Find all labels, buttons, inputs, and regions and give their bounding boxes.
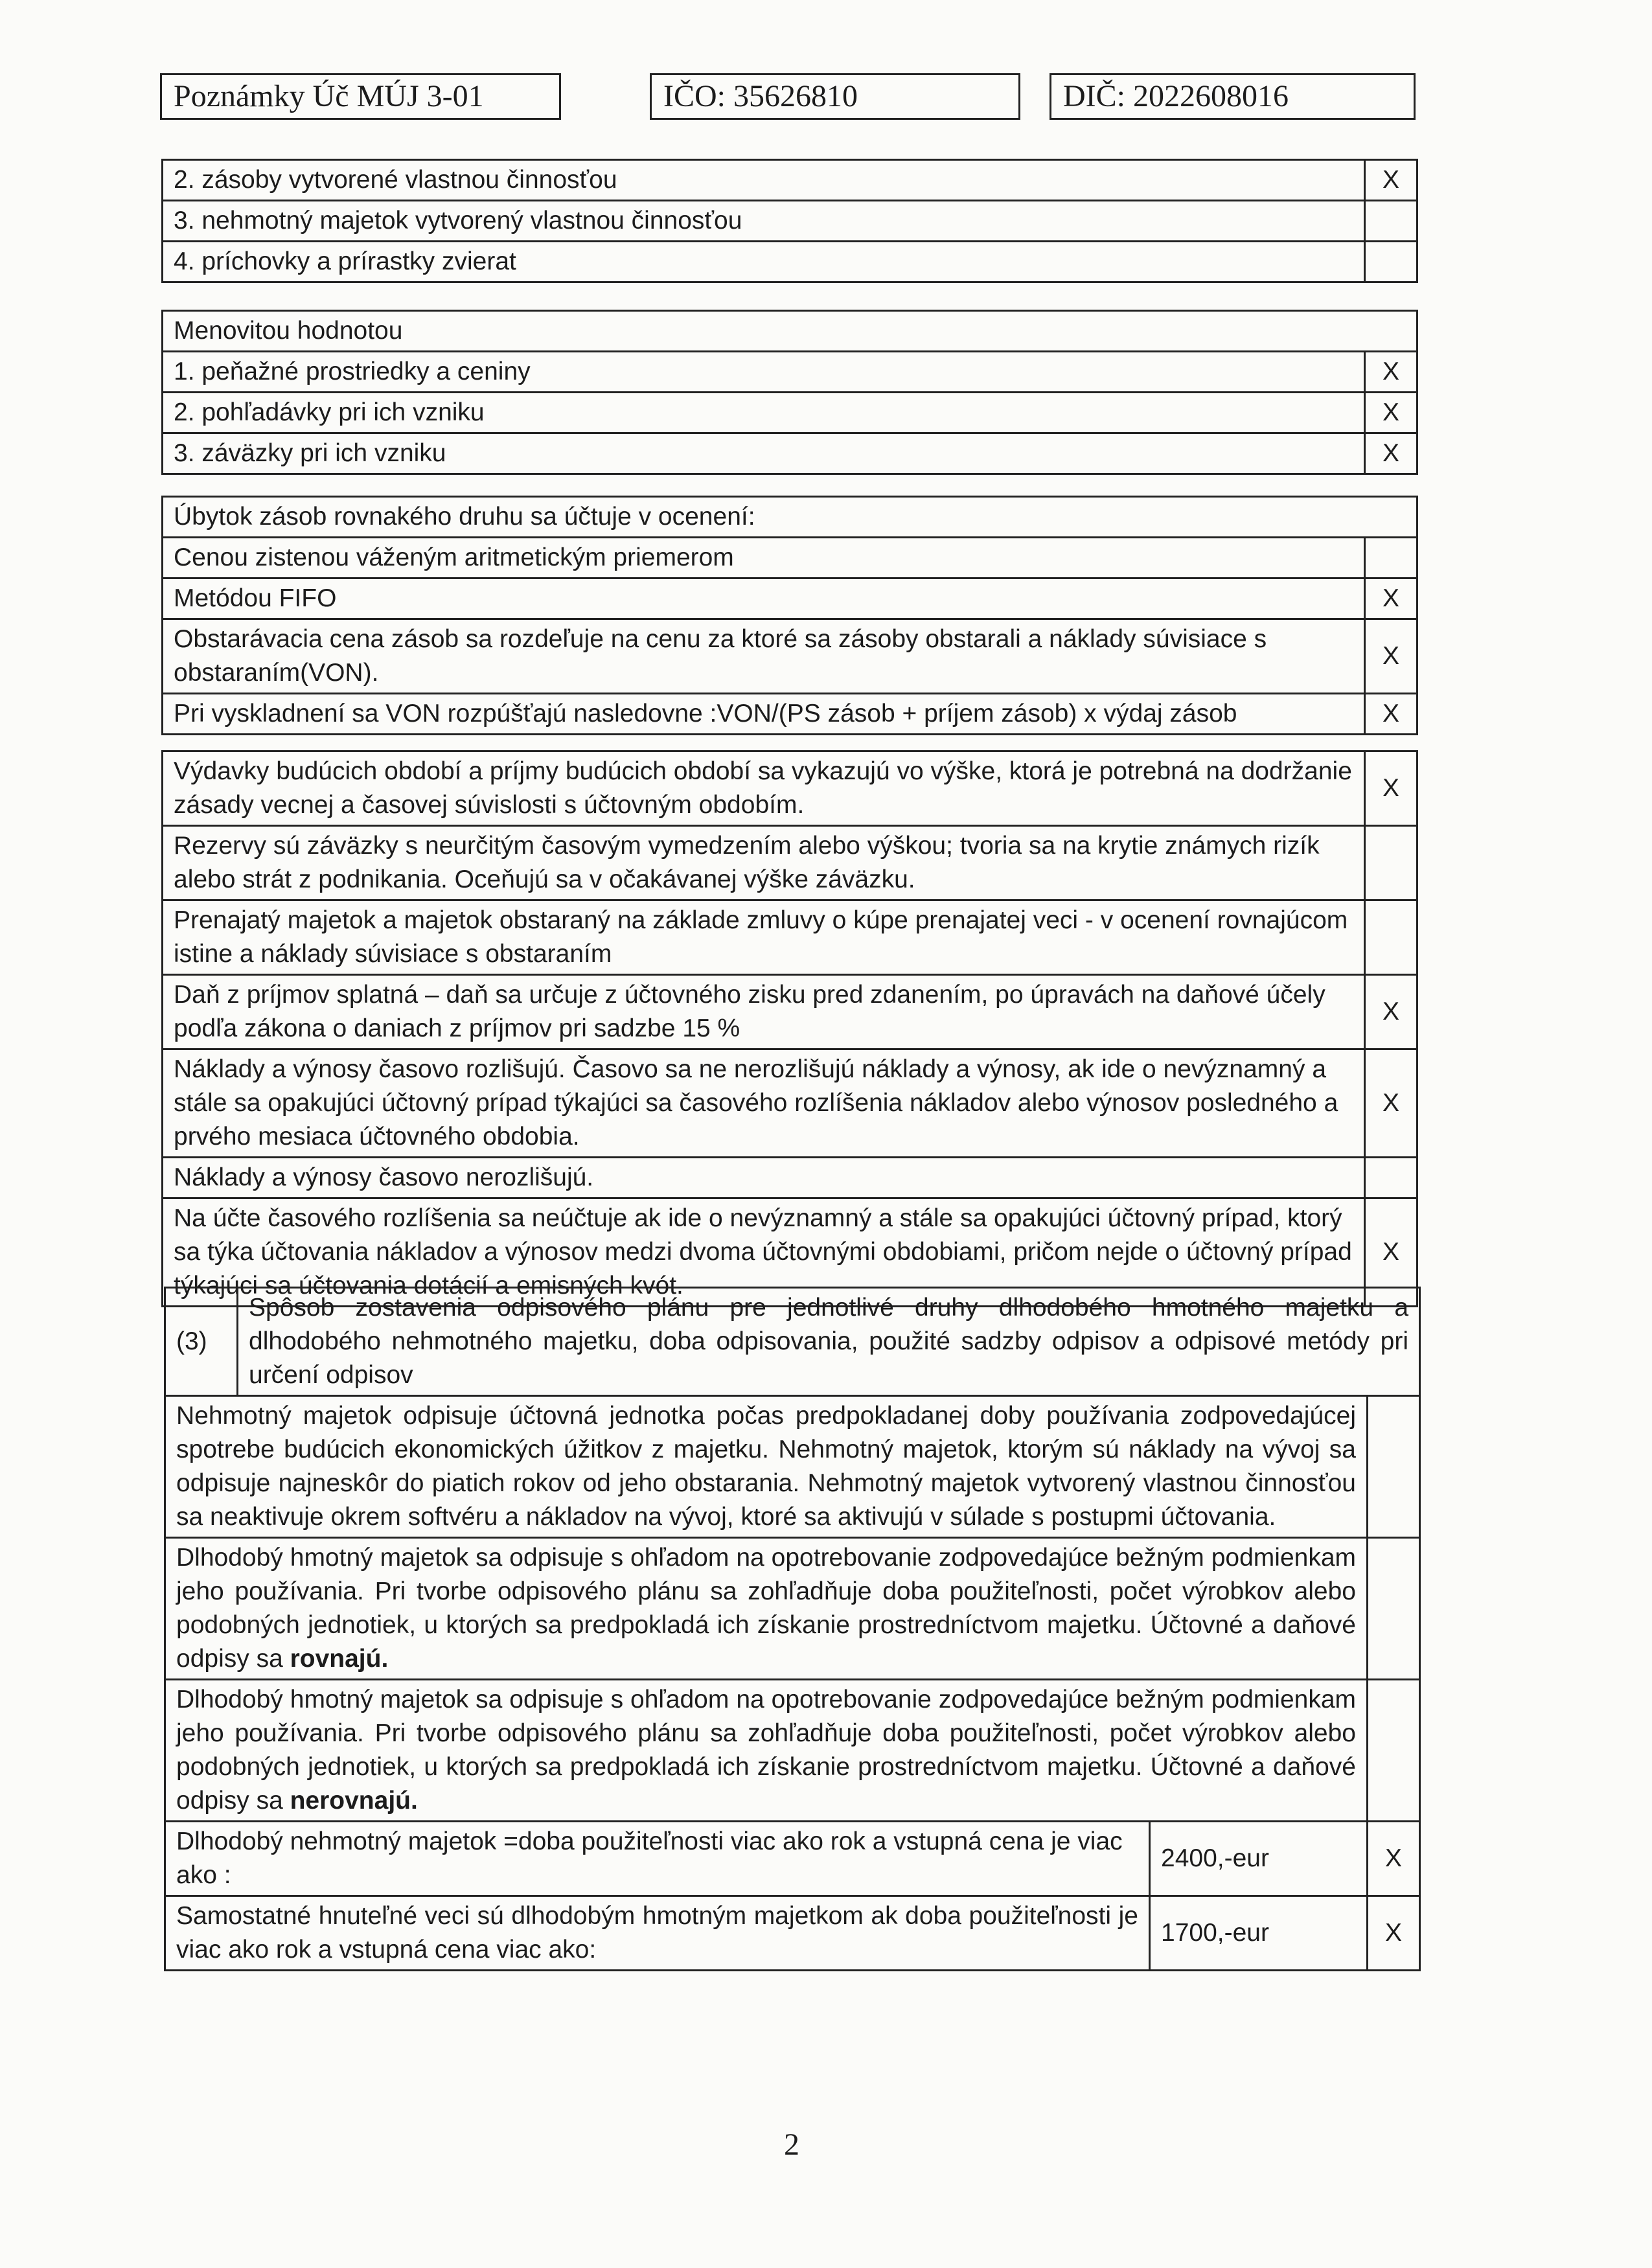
- row-text: 1. peňažné prostriedky a ceniny: [163, 352, 1365, 393]
- threshold-value: 1700,-eur: [1150, 1896, 1368, 1971]
- table-row: [163, 393, 1417, 433]
- checkbox-mark: X: [1365, 433, 1417, 474]
- accruals-provisions-table: [161, 750, 1418, 1307]
- table-row: [163, 433, 1417, 474]
- section-number: (3): [165, 1288, 238, 1396]
- row-text: 4. príchovky a prírastky zvierat: [163, 242, 1365, 282]
- checkbox-mark: X: [1365, 160, 1417, 201]
- table-row: [163, 619, 1417, 694]
- ico-box: IČO: 35626810: [650, 73, 1020, 120]
- row-text: 2. zásoby vytvorené vlastnou činnosťou: [163, 160, 1365, 201]
- threshold-value: 2400,-eur: [1150, 1822, 1368, 1896]
- row-text: Náklady a výnosy časovo nerozlišujú.: [163, 1158, 1365, 1198]
- table-row: [163, 352, 1417, 393]
- table-row: [165, 1896, 1420, 1971]
- checkbox-mark: [1368, 1396, 1420, 1538]
- table-row: [163, 900, 1417, 975]
- checkbox-mark: X: [1368, 1896, 1420, 1971]
- table-row: [163, 694, 1417, 735]
- row-text: [165, 1680, 1368, 1822]
- table-row: [163, 1158, 1417, 1198]
- row-text: Nehmotný majetok odpisuje účtovná jednotka počas predpokladanej doby používania zodpovedajúcej spotrebe budúcich ekonomických úžitkov z majetku. Nehmotný majetok, ktorým sú náklady na vývoj sa odpisuje najneskôr do piatich rokov od jeho obstarania. Nehmotný majetok vytvorený vlastnou činnosťou sa neaktivuje okrem softvéru a nákladov na vývoj, ktoré sa aktivujú v súlade s postupmi účtovania.: [165, 1396, 1368, 1538]
- row-text: Cenou zistenou váženým aritmetickým priemerom: [163, 538, 1365, 578]
- checkbox-mark: [1365, 1158, 1417, 1198]
- row-text: Na účte časového rozlíšenia sa neúčtuje ak ide o nevýznamný a stále sa opakujúci účtovný prípad, ktorý sa týka účtovania nákladov a výnosov medzi dvoma účtovnými obdobiami, pričom nejde o účtovný prípad týkajúci sa účtovania dotácií a emisných kvót.: [163, 1198, 1365, 1307]
- checkbox-mark: [1368, 1680, 1420, 1822]
- notes-reference-box: Poznámky Úč MÚJ 3-01: [160, 73, 561, 120]
- checkbox-mark: X: [1365, 352, 1417, 393]
- row-text: Prenajatý majetok a majetok obstaraný na základe zmluvy o kúpe prenajatej veci - v ocenení rovnajúcom istine a náklady súvisiace s obstaraním: [163, 900, 1365, 975]
- row-text: 3. nehmotný majetok vytvorený vlastnou činnosťou: [163, 201, 1365, 242]
- nominal-value-table: [161, 310, 1418, 475]
- table-row: [163, 826, 1417, 900]
- section-heading: Úbytok zásob rovnakého druhu sa účtuje v ocenení:: [163, 497, 1417, 538]
- table-row: [163, 160, 1417, 201]
- checkbox-mark: X: [1368, 1822, 1420, 1896]
- checkbox-mark: [1365, 900, 1417, 975]
- checkbox-mark: [1365, 242, 1417, 282]
- table-row: [163, 201, 1417, 242]
- table-row: [163, 1049, 1417, 1158]
- section-heading: Menovitou hodnotou: [163, 311, 1417, 352]
- table-row: [165, 1822, 1420, 1896]
- table-row: [163, 578, 1417, 619]
- depreciation-plan-table: [164, 1287, 1421, 1971]
- table-row: [163, 751, 1417, 826]
- row-text: [165, 1538, 1368, 1680]
- table-row: [163, 538, 1417, 578]
- page-number: 2: [784, 2127, 799, 2162]
- row-text-body: Dlhodobý hmotný majetok sa odpisuje s ohľadom na opotrebovanie zodpovedajúce bežným podmienkam jeho používania. Pri tvorbe odpisového plánu sa zohľadňuje doba použiteľnosti, počet výrobkov alebo podobných jednotiek, u ktorých sa predpokladá ich získanie prostredníctvom majetku. Účtovné a daňové odpisy sa: [176, 1544, 1356, 1673]
- table-heading-row: [163, 497, 1417, 538]
- table-row: [163, 975, 1417, 1049]
- table-row: [163, 242, 1417, 282]
- row-text: Daň z príjmov splatná – daň sa určuje z účtovného zisku pred zdanením, po úpravách na daňové účely podľa zákona o daniach z príjmov pri sadzbe 15 %: [163, 975, 1365, 1049]
- row-text-body: Dlhodobý hmotný majetok sa odpisuje s ohľadom na opotrebovanie zodpovedajúce bežným podmienkam jeho používania. Pri tvorbe odpisového plánu sa zohľadňuje doba použiteľnosti, počet výrobkov alebo podobných jednotiek, u ktorých sa predpokladá ich získanie prostredníctvom majetku. Účtovné a daňové odpisy sa: [176, 1686, 1356, 1815]
- checkbox-mark: X: [1365, 694, 1417, 735]
- row-text-emphasis: rovnajú.: [290, 1645, 389, 1673]
- own-production-valuation-table: [161, 159, 1418, 283]
- row-text: Výdavky budúcich období a príjmy budúcich období sa vykazujú vo výške, ktorá je potrebná na dodržanie zásady vecnej a časovej súvislosti s účtovným obdobím.: [163, 751, 1365, 826]
- checkbox-mark: X: [1365, 1049, 1417, 1158]
- checkbox-mark: X: [1365, 1198, 1417, 1307]
- checkbox-mark: [1365, 201, 1417, 242]
- table-heading-row: [165, 1288, 1420, 1396]
- row-text: Metódou FIFO: [163, 578, 1365, 619]
- row-text: Obstarávacia cena zásob sa rozdeľuje na cenu za ktoré sa zásoby obstarali a náklady súvisiace s obstaraním(VON).: [163, 619, 1365, 694]
- row-text-emphasis: nerovnajú.: [290, 1787, 418, 1815]
- checkbox-mark: [1365, 826, 1417, 900]
- row-text: 3. záväzky pri ich vzniku: [163, 433, 1365, 474]
- table-row: [165, 1538, 1420, 1680]
- table-row: [165, 1396, 1420, 1538]
- row-text: Rezervy sú záväzky s neurčitým časovým vymedzením alebo výškou; tvoria sa na krytie známych rizík alebo strát z podnikania. Oceňujú sa v očakávanej výške záväzku.: [163, 826, 1365, 900]
- row-text: Náklady a výnosy časovo rozlišujú. Časovo sa ne nerozlišujú náklady a výnosy, ak ide o nevýznamný a stále sa opakujúci účtovný prípad týkajúci sa časového rozlíšenia nákladov alebo výnosov posledného a prvého mesiaca účtovného obdobia.: [163, 1049, 1365, 1158]
- row-text: Pri vyskladnení sa VON rozpúšťajú nasledovne :VON/(PS zásob + príjem zásob) x výdaj zásob: [163, 694, 1365, 735]
- row-text: Samostatné hnuteľné veci sú dlhodobým hmotným majetkom ak doba použiteľnosti je viac ako rok a vstupná cena viac ako:: [165, 1896, 1150, 1971]
- checkbox-mark: X: [1365, 975, 1417, 1049]
- checkbox-mark: X: [1365, 578, 1417, 619]
- table-row: [165, 1680, 1420, 1822]
- row-text: 2. pohľadávky pri ich vzniku: [163, 393, 1365, 433]
- section-heading: Spôsob zostavenia odpisového plánu pre jednotlivé druhy dlhodobého hmotného majetku a dlhodobého nehmotného majetku, doba odpisovania, použité sadzby odpisov a odpisové metódy pri určení odpisov: [238, 1288, 1420, 1396]
- checkbox-mark: X: [1365, 751, 1417, 826]
- checkbox-mark: [1368, 1538, 1420, 1680]
- checkbox-mark: [1365, 538, 1417, 578]
- table-heading-row: [163, 311, 1417, 352]
- inventory-outflow-table: [161, 496, 1418, 735]
- row-text: Dlhodobý nehmotný majetok =doba použiteľnosti viac ako rok a vstupná cena je viac ako :: [165, 1822, 1150, 1896]
- checkbox-mark: X: [1365, 619, 1417, 694]
- checkbox-mark: X: [1365, 393, 1417, 433]
- dic-box: DIČ: 2022608016: [1050, 73, 1416, 120]
